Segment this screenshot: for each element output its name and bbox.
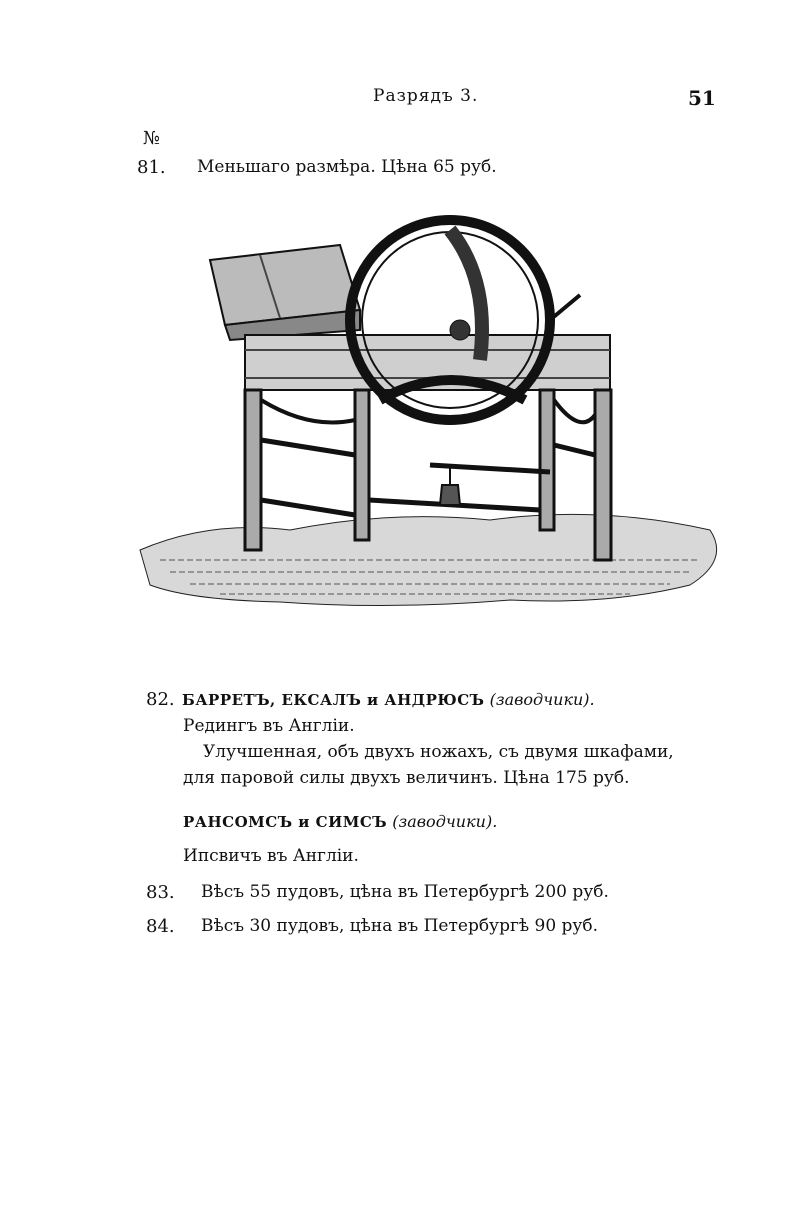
page-header-title: Разрядъ 3. <box>373 86 479 106</box>
entry-81-text: Меньшаго размѣра. Цѣна 65 руб. <box>197 157 497 177</box>
page-number: 51 <box>688 86 716 110</box>
hopper <box>210 245 360 340</box>
entry-84-text: Вѣсъ 30 пудовъ, цѣна въ Петербургѣ 90 руб. <box>201 916 599 936</box>
number-column-heading: № <box>143 128 161 149</box>
entry-82-place: Редингъ въ Англіи. <box>183 716 355 736</box>
crank-handle <box>550 295 580 320</box>
entry-82-description-line-2: для паровой силы двухъ величинъ. Цѣна 175 руб. <box>183 768 630 788</box>
maker-2-role: (заводчики). <box>392 812 498 831</box>
entry-81-number: 81. <box>137 157 166 178</box>
entry-84-number: 84. <box>146 916 175 937</box>
entry-83-text: Вѣсъ 55 пудовъ, цѣна въ Петербургѣ 200 руб. <box>201 882 609 902</box>
entry-82-number: 82. <box>146 689 175 710</box>
chaff-cutter-illustration <box>130 200 730 620</box>
maker-2-makers: РАНСОМСЪ и СИМСЪ <box>183 813 388 831</box>
entry-83-number: 83. <box>146 882 175 903</box>
counterweight <box>440 465 460 505</box>
maker-2-line <box>183 812 497 831</box>
entry-82-makers-line <box>182 690 595 709</box>
entry-82-description-line-1: Улучшенная, объ двухъ ножахъ, съ двумя шкафами, <box>203 742 674 762</box>
maker-2-place: Ипсвичъ въ Англіи. <box>183 846 359 866</box>
entry-82-makers: БАРРЕТЪ, ЕКСАЛЪ и АНДРЮСЪ <box>182 691 485 709</box>
entry-82-role: (заводчики). <box>489 690 595 709</box>
ground-shadow <box>140 514 717 605</box>
